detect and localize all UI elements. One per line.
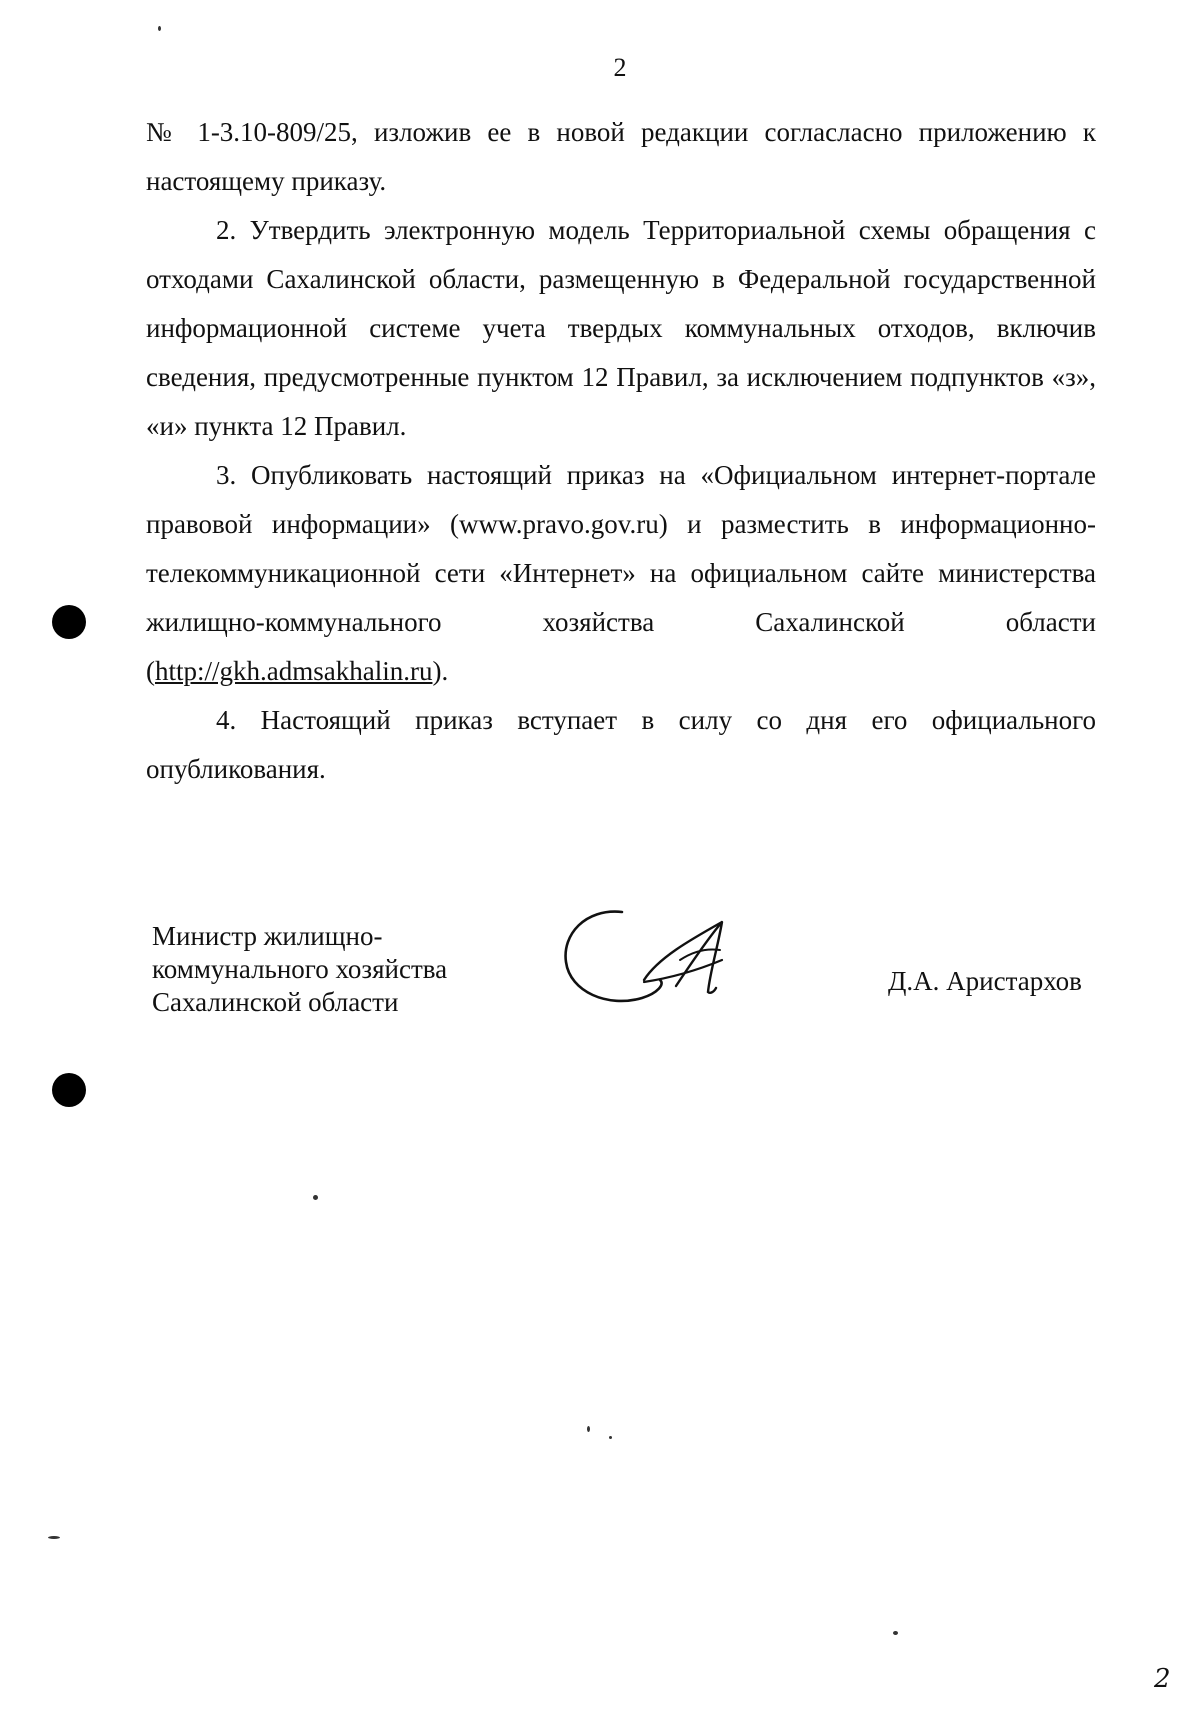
ministry-website-link[interactable]: http://gkh.admsakhalin.ru <box>155 656 433 686</box>
scan-speck <box>313 1195 318 1200</box>
scan-speck <box>158 26 161 31</box>
paragraph-continuation: № 1-3.10-809/25, изложив ее в новой редакции согласласно приложению к настоящему приказу. <box>146 117 1096 196</box>
scan-speck <box>48 1536 60 1539</box>
punch-hole <box>52 1073 86 1107</box>
paragraph-item-3-text: 3. Опубликовать настоящий приказ на «Официальном интернет-портале правовой информации» (www.pravo.gov.ru) и разместить в информационно-телекоммуникационной сети «Интернет» на официальном сайте министерства жилищно-коммунального хозяйства Сахалинской области ( <box>146 460 1096 686</box>
signatory-position <box>152 920 447 1019</box>
scan-speck <box>587 1426 590 1432</box>
handwritten-page-mark: 2 <box>1154 1664 1171 1694</box>
position-line: Министр жилищно- <box>152 921 383 951</box>
punch-hole <box>52 605 86 639</box>
signatory-name: Д.А. Аристархов <box>888 966 1082 996</box>
position-line: Сахалинской области <box>152 987 399 1017</box>
page-number: 2 <box>613 53 627 82</box>
paragraph-item-3-end: ). <box>432 656 449 686</box>
paragraph-item-2: 2. Утвердить электронную модель Территориальной схемы обращения с отходами Сахалинской области, размещенную в Федеральной государственной информационной системе учета твердых коммунальных отходов, включив сведения, предусмотренные пунктом 12 Правил, за исключением подпунктов «з», «и» пункта 12 Правил. <box>146 215 1096 441</box>
scan-speck <box>609 1436 612 1439</box>
position-line: коммунального хозяйства <box>152 954 448 984</box>
document-body <box>146 108 1096 794</box>
paragraph-item-3 <box>146 451 1096 696</box>
handwritten-signature <box>560 900 770 1010</box>
paragraph-item-4: 4. Настоящий приказ вступает в силу со дня его официального опубликования. <box>146 705 1096 784</box>
scan-speck <box>893 1631 898 1635</box>
